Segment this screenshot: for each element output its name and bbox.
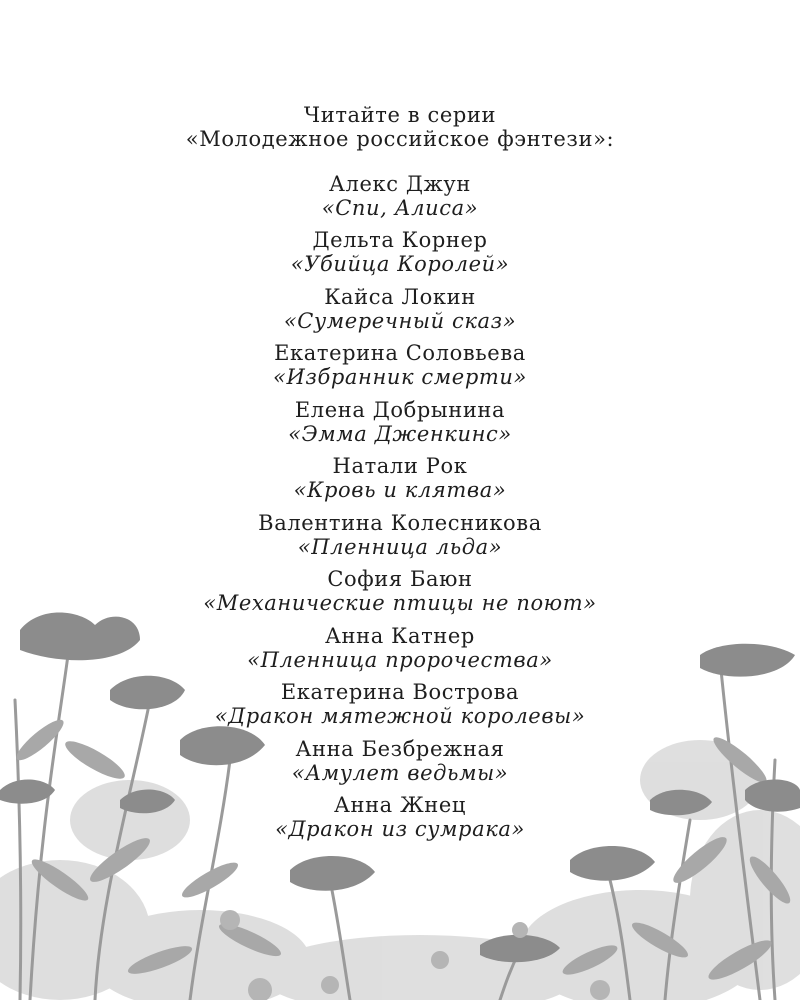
book-entry	[0, 567, 800, 615]
book-entry	[0, 228, 800, 276]
book-author: Анна Безбрежная	[295, 737, 505, 761]
book-author: Анна Катнер	[325, 624, 475, 648]
book-author: Екатерина Соловьева	[274, 341, 526, 365]
book-entry	[0, 398, 800, 446]
book-title: «Дракон из сумрака»	[275, 817, 525, 841]
book-title: «Эмма Дженкинс»	[288, 422, 512, 446]
book-entry	[0, 793, 800, 841]
book-author: Екатерина Вострова	[280, 680, 520, 704]
heading-line-1: Читайте в серии	[303, 103, 497, 127]
book-title: «Избранник смерти»	[273, 365, 527, 389]
series-heading	[0, 103, 800, 151]
book-entry	[0, 680, 800, 728]
book-entry	[0, 454, 800, 502]
book-entry	[0, 624, 800, 672]
book-title: «Амулет ведьмы»	[291, 761, 509, 785]
book-author: Кайса Локин	[324, 285, 476, 309]
book-title: «Кровь и клятва»	[293, 478, 507, 502]
book-entry	[0, 172, 800, 220]
book-entry	[0, 737, 800, 785]
book-author: Анна Жнец	[333, 793, 466, 817]
book-author: София Баюн	[327, 567, 473, 591]
book-title: «Пленница пророчества»	[247, 648, 553, 672]
book-author: Валентина Колесникова	[258, 511, 542, 535]
book-author: Елена Добрынина	[294, 398, 506, 422]
book-entry	[0, 511, 800, 559]
book-title: «Сумеречный сказ»	[283, 309, 517, 333]
book-author: Алекс Джун	[329, 172, 471, 196]
book-title: «Спи, Алиса»	[321, 196, 479, 220]
book-title: «Убийца Королей»	[290, 252, 510, 276]
book-author: Дельта Корнер	[312, 228, 488, 252]
book-title: «Дракон мятежной королевы»	[214, 704, 586, 728]
book-title: «Механические птицы не поют»	[203, 591, 597, 615]
book-title: «Пленница льда»	[297, 535, 503, 559]
book-entry	[0, 285, 800, 333]
heading-line-2: «Молодежное российское фэнтези»:	[185, 127, 615, 151]
book-author: Натали Рок	[332, 454, 468, 478]
book-entry	[0, 341, 800, 389]
